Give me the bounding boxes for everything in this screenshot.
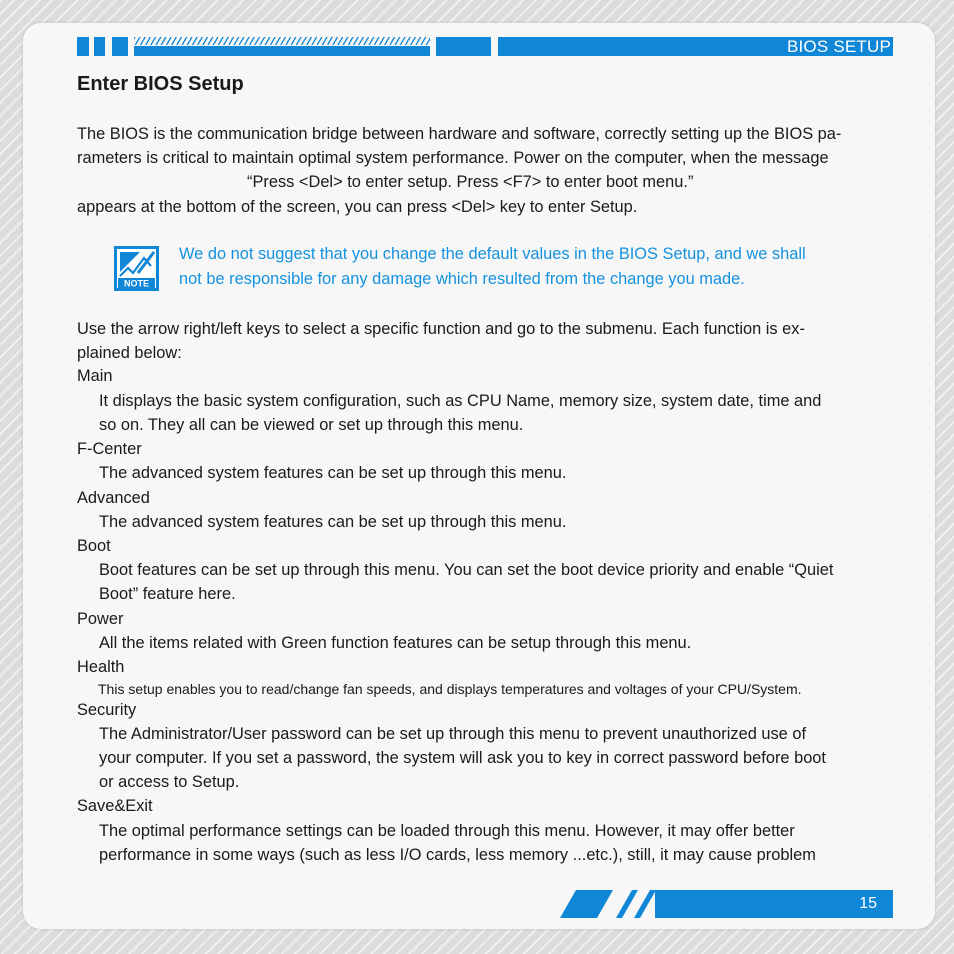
menu-name: Health bbox=[77, 658, 125, 676]
menu-name: Security bbox=[77, 701, 137, 719]
menu-intro-line: plained below: bbox=[77, 344, 182, 362]
menu-name: F-Center bbox=[77, 440, 142, 458]
menu-description: All the items related with Green function features can be setup through this menu. bbox=[99, 634, 692, 652]
menu-description: The Administrator/User password can be set up through this menu to prevent unauthorized use of bbox=[99, 725, 807, 743]
section-title: BIOS SETUP bbox=[498, 37, 893, 56]
menu-description: The advanced system features can be set up through this menu. bbox=[99, 464, 567, 482]
menu-name: Advanced bbox=[77, 489, 150, 507]
note-icon-label: NOTE bbox=[123, 278, 150, 289]
header-block bbox=[77, 37, 89, 56]
intro-line: The BIOS is the communication bridge between hardware and software, correctly setting up the BIOS pa- bbox=[77, 125, 842, 143]
note-icon bbox=[114, 246, 159, 291]
footer-stripes bbox=[560, 890, 660, 918]
intro-line: rameters is critical to maintain optimal system performance. Power on the computer, when the message bbox=[77, 149, 829, 167]
header-block bbox=[436, 37, 491, 56]
menu-intro-line: Use the arrow right/left keys to select a specific function and go to the submenu. Each function is ex- bbox=[77, 320, 805, 338]
menu-name: Save&Exit bbox=[77, 797, 153, 815]
intro-line: appears at the bottom of the screen, you can press <Del> key to enter Setup. bbox=[77, 198, 638, 216]
menu-name: Main bbox=[77, 367, 113, 385]
boot-message: “Press <Del> to enter setup. Press <F7> to enter boot menu.” bbox=[247, 173, 694, 191]
menu-description: This setup enables you to read/change fan speeds, and displays temperatures and voltages of your CPU/System. bbox=[98, 681, 802, 697]
note-line: not be responsible for any damage which resulted from the change you made. bbox=[179, 270, 745, 288]
menu-description: or access to Setup. bbox=[99, 773, 240, 791]
page-heading: Enter BIOS Setup bbox=[77, 73, 244, 95]
page-number: 15 bbox=[655, 890, 893, 918]
menu-description: so on. They all can be viewed or set up through this menu. bbox=[99, 416, 524, 434]
menu-name: Boot bbox=[77, 537, 111, 555]
menu-description: performance in some ways (such as less I/O cards, less memory ...etc.), still, it may cause problem bbox=[99, 846, 816, 864]
menu-description: your computer. If you set a password, the system will ask you to key in correct password before boot bbox=[99, 749, 826, 767]
header-block bbox=[112, 37, 128, 56]
header-block bbox=[94, 37, 105, 56]
menu-description: It displays the basic system configuration, such as CPU Name, memory size, system date, time and bbox=[99, 392, 822, 410]
menu-description: The advanced system features can be set up through this menu. bbox=[99, 513, 567, 531]
menu-description: Boot” feature here. bbox=[99, 585, 236, 603]
menu-description: Boot features can be set up through this menu. You can set the boot device priority and enable “Quiet bbox=[99, 561, 834, 579]
header-stripes bbox=[134, 37, 430, 56]
menu-name: Power bbox=[77, 610, 124, 628]
note-line: We do not suggest that you change the default values in the BIOS Setup, and we shall bbox=[179, 245, 806, 263]
menu-description: The optimal performance settings can be loaded through this menu. However, it may offer better bbox=[99, 822, 795, 840]
